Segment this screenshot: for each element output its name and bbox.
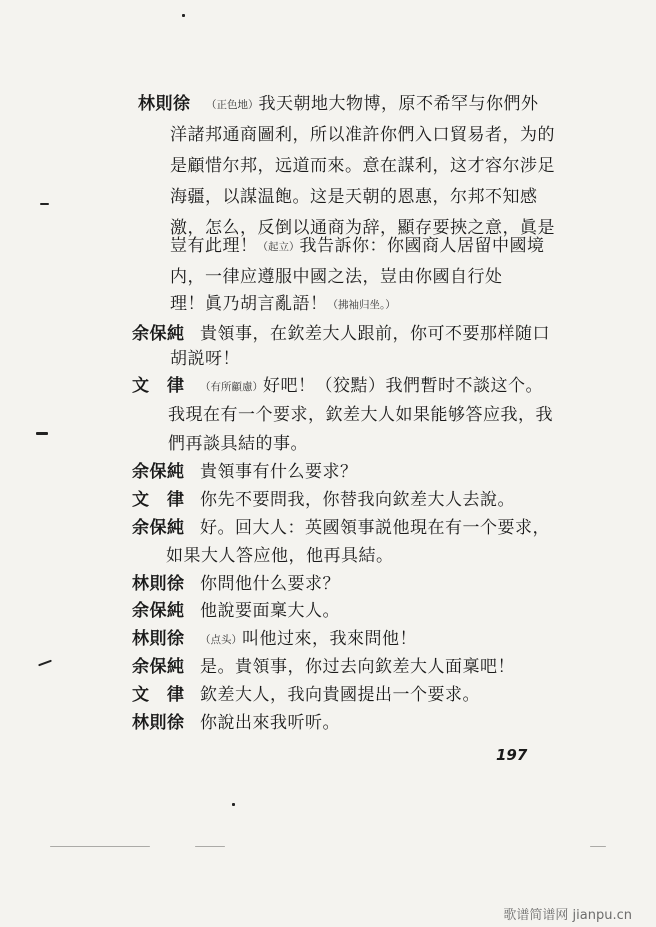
line-text: 你說出來我听听。 xyxy=(200,713,340,733)
line-pre: 豈有此理！ xyxy=(170,236,258,256)
line-text: 你先不要問我，你替我向欽差大人去說。 xyxy=(200,490,515,510)
line-text: 你問他什么要求？ xyxy=(200,574,340,594)
line-text: 欽差大人，我向貴國提出一个要求。 xyxy=(200,685,480,705)
dialogue-line xyxy=(168,404,553,426)
speaker-name: 林則徐 xyxy=(132,574,185,594)
dialogue-line xyxy=(132,489,515,511)
stage-direction: （有所顧慮） xyxy=(200,381,263,393)
line-text: 貴領事，在欽差大人跟前，你可不要那样随口 xyxy=(200,324,550,344)
dialogue-line xyxy=(132,573,340,595)
page-number: 197 xyxy=(496,746,528,764)
dialogue-line xyxy=(170,186,538,208)
speaker-name: 余保純 xyxy=(132,518,185,538)
line-text: 好吧！（狡黠）我們暫时不談这个。 xyxy=(263,376,543,396)
speaker-name: 文 律 xyxy=(132,490,185,510)
dialogue-line xyxy=(132,323,550,345)
line-text: 好。回大人：英國領事説他現在有一个要求， xyxy=(200,518,550,538)
speaker-name: 余保純 xyxy=(132,462,185,482)
margin-mark xyxy=(36,432,48,435)
line-text: 是。貴領事，你过去向欽差大人面稟吧！ xyxy=(200,657,515,677)
margin-mark xyxy=(38,660,52,667)
scan-speck xyxy=(182,14,185,17)
speaker-name: 余保純 xyxy=(132,324,185,344)
line-text: 如果大人答应他，他再具結。 xyxy=(166,546,394,566)
line-text: 我現在有一个要求，欽差大人如果能够答应我，我 xyxy=(168,405,553,425)
dialogue-line xyxy=(170,235,545,258)
scan-speck xyxy=(50,846,150,847)
stage-direction: （起立） xyxy=(257,241,300,253)
line-text: 洋諸邦通商圖利，所以准許你們入口貿易者，为的 xyxy=(170,125,555,145)
dialogue-line xyxy=(132,461,358,483)
line-text: 是顧惜尔邦，远道而來。意在謀利，这才容尔涉足 xyxy=(170,156,555,176)
scan-speck xyxy=(195,846,225,847)
line-text: 我天朝地大物博，原不希罕与你們外 xyxy=(258,94,539,114)
speaker-name: 余保純 xyxy=(132,657,185,677)
line-text: 我告訴你：你國商人居留中國境 xyxy=(299,236,545,256)
dialogue-line xyxy=(132,600,340,622)
line-text: 海疆，以謀温飽。这是天朝的恩惠，尔邦不知感 xyxy=(170,187,538,207)
speaker-name: 林則徐 xyxy=(132,713,185,733)
dialogue-line xyxy=(170,124,555,146)
line-text: 他說要面稟大人。 xyxy=(200,601,340,621)
line-pre: 理！眞乃胡言亂語！ xyxy=(170,294,328,314)
speaker-name: 文 律 xyxy=(132,685,185,705)
dialogue-line xyxy=(132,656,515,678)
dialogue-line xyxy=(132,712,340,734)
line-text: 激，怎么，反倒以通商为辞，顯存要挾之意，眞是 xyxy=(170,218,555,238)
line-text: 叫他过來，我來問他！ xyxy=(242,629,417,649)
scan-speck xyxy=(232,803,235,806)
stage-direction: （正色地） xyxy=(206,99,259,111)
dialogue-line xyxy=(168,433,308,455)
dialogue-line xyxy=(138,93,539,116)
site-watermark: 歌谱简谱网 jianpu.cn xyxy=(503,908,632,923)
dialogue-line xyxy=(132,684,480,706)
dialogue-line xyxy=(166,545,394,567)
line-text: 們再談具結的事。 xyxy=(168,434,308,454)
line-text: 内，一律应遵服中國之法，豈由你國自行处 xyxy=(170,267,503,287)
dialogue-line xyxy=(132,375,543,398)
dialogue-line xyxy=(170,155,555,177)
speaker-name: 余保純 xyxy=(132,601,185,621)
dialogue-line xyxy=(132,517,550,539)
speaker-name: 林則徐 xyxy=(138,94,191,114)
line-text: 胡説呀！ xyxy=(170,349,240,369)
scan-speck xyxy=(590,846,606,847)
line-text: 貴領事有什么要求？ xyxy=(200,462,358,482)
stage-direction: （点头） xyxy=(200,634,242,646)
dialogue-line xyxy=(170,348,240,370)
speaker-name: 文 律 xyxy=(132,376,185,396)
speaker-name: 林則徐 xyxy=(132,629,185,649)
dialogue-line xyxy=(170,266,503,288)
margin-mark xyxy=(40,203,49,205)
dialogue-line xyxy=(132,628,417,651)
dialogue-line xyxy=(170,293,396,316)
stage-direction: （拂袖归坐。） xyxy=(327,299,396,311)
